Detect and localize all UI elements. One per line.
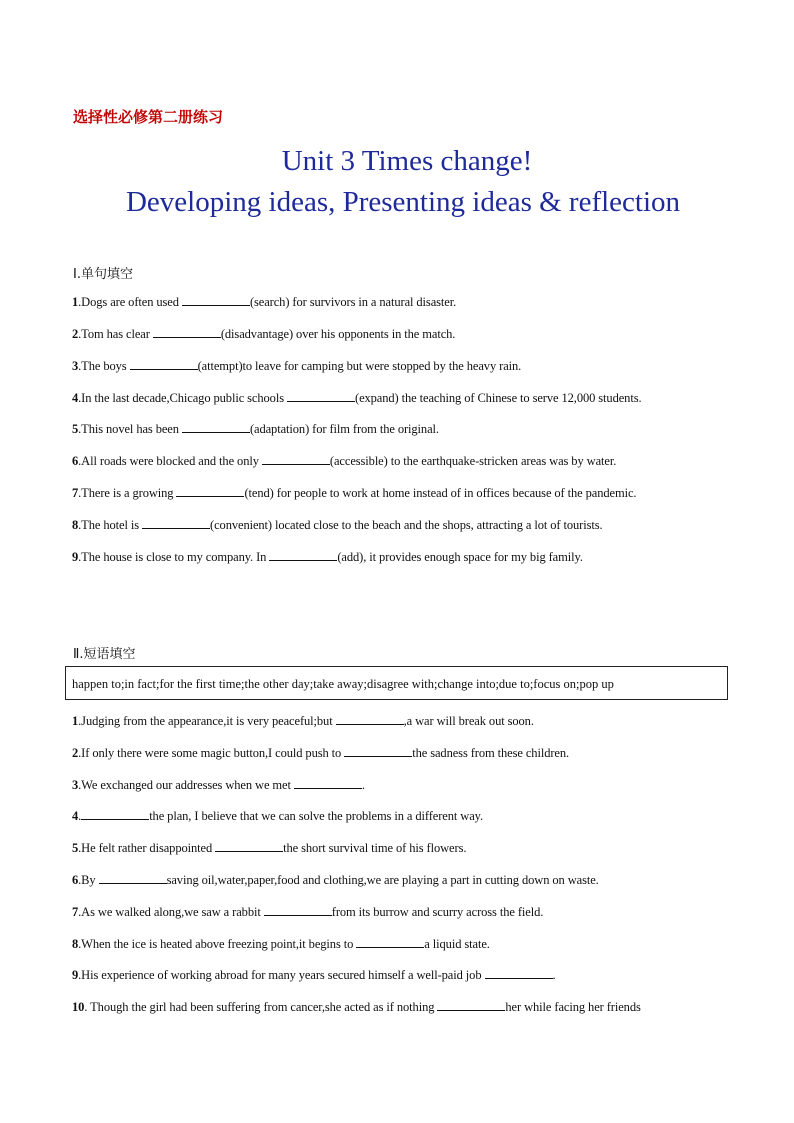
course-header: 选择性必修第二册练习 xyxy=(73,108,224,126)
answer-blank[interactable] xyxy=(153,326,221,338)
section1-heading: Ⅰ.单句填空 xyxy=(73,267,133,282)
question-text-before: . Though the girl had been suffering from cancer,she acted as if nothing xyxy=(84,1000,438,1014)
question-text-after: (expand) the teaching of Chinese to serve 12,000 students. xyxy=(355,391,642,405)
answer-blank[interactable] xyxy=(130,358,198,370)
question-text-before: .The hotel is xyxy=(78,518,143,532)
question-item xyxy=(72,549,583,565)
answer-blank[interactable] xyxy=(142,517,210,529)
question-text-before: .If only there were some magic button,I could push to xyxy=(78,746,345,760)
question-number: 1 xyxy=(72,714,79,728)
question-text-after: the short survival time of his flowers. xyxy=(283,841,467,855)
question-text-before: .Tom has clear xyxy=(78,327,153,341)
question-text-after: saving oil,water,paper,food and clothing,we are playing a part in cutting down on waste. xyxy=(166,873,599,887)
question-item xyxy=(72,390,642,406)
answer-blank[interactable] xyxy=(336,713,404,725)
answer-blank[interactable] xyxy=(182,294,250,306)
question-text-before: .When the ice is heated above freezing point,it begins to xyxy=(78,937,357,951)
question-number: 9 xyxy=(72,968,79,982)
question-item xyxy=(72,967,556,983)
question-text-before: .As we walked along,we saw a rabbit xyxy=(78,905,264,919)
question-text-after: (adaptation) for film from the original. xyxy=(249,422,439,436)
question-item xyxy=(72,745,569,761)
question-number: 6 xyxy=(72,873,79,887)
question-text-before: .There is a growing xyxy=(78,486,177,500)
question-text-before: .Judging from the appearance,it is very peaceful;but xyxy=(78,714,336,728)
question-text-after: (tend) for people to work at home instead of in offices because of the pandemic. xyxy=(244,486,637,500)
question-text-before: .We exchanged our addresses when we met xyxy=(78,778,294,792)
answer-blank[interactable] xyxy=(287,390,355,402)
question-number: 7 xyxy=(72,486,79,500)
question-text-after: (accessible) to the earthquake-stricken areas was by water. xyxy=(329,454,617,468)
question-number: 6 xyxy=(72,454,79,468)
unit-title: Unit 3 Times change! xyxy=(281,145,533,177)
question-number: 7 xyxy=(72,905,79,919)
question-number: 5 xyxy=(72,422,79,436)
question-item xyxy=(72,936,490,952)
question-item xyxy=(72,872,599,888)
section2-heading: Ⅱ.短语填空 xyxy=(73,647,136,662)
question-text-before: .All roads were blocked and the only xyxy=(78,454,262,468)
question-text-after: . xyxy=(361,778,365,792)
question-text-before: .His experience of working abroad for many years secured himself a well-paid job xyxy=(78,968,485,982)
question-text-after: ,a war will break out soon. xyxy=(403,714,534,728)
question-number: 1 xyxy=(72,295,79,309)
question-item xyxy=(72,517,603,533)
answer-blank[interactable] xyxy=(264,904,332,916)
question-text-after: (convenient) located close to the beach and the shops, attracting a lot of tourists. xyxy=(210,518,603,532)
question-item xyxy=(72,904,543,920)
answer-blank[interactable] xyxy=(269,549,337,561)
question-number: 10 xyxy=(72,1000,85,1014)
question-item xyxy=(72,840,466,856)
question-number: 2 xyxy=(72,746,79,760)
question-number: 8 xyxy=(72,937,79,951)
question-item xyxy=(72,326,455,342)
question-item xyxy=(72,485,636,501)
answer-blank[interactable] xyxy=(344,745,412,757)
question-text-before: .The house is close to my company. In xyxy=(78,550,270,564)
question-item xyxy=(72,999,641,1015)
question-item xyxy=(72,808,483,824)
question-text-after: . xyxy=(552,968,556,982)
answer-blank[interactable] xyxy=(81,808,149,820)
question-number: 9 xyxy=(72,550,79,564)
question-text-before: .Dogs are often used xyxy=(78,295,182,309)
answer-blank[interactable] xyxy=(356,936,424,948)
answer-blank[interactable] xyxy=(215,840,283,852)
question-item xyxy=(72,453,616,469)
answer-blank[interactable] xyxy=(99,872,167,884)
answer-blank[interactable] xyxy=(485,967,553,979)
question-number: 3 xyxy=(72,778,79,792)
question-text-before: .In the last decade,Chicago public schools xyxy=(78,391,287,405)
question-item xyxy=(72,358,521,374)
question-text-before: .The boys xyxy=(78,359,130,373)
question-text-after: the plan, I believe that we can solve the problems in a different way. xyxy=(149,809,484,823)
question-number: 4 xyxy=(72,391,79,405)
question-number: 4 xyxy=(72,809,79,823)
answer-blank[interactable] xyxy=(176,485,244,497)
answer-blank[interactable] xyxy=(294,777,362,789)
answer-blank[interactable] xyxy=(437,999,505,1011)
question-number: 3 xyxy=(72,359,79,373)
question-text-after: a liquid state. xyxy=(424,937,490,951)
word-bank-box: happen to;in fact;for the first time;the other day;take away;disagree with;change into;due to;focus on;pop up xyxy=(65,666,728,700)
question-text-after: from its burrow and scurry across the field. xyxy=(331,905,544,919)
question-text-before: .He felt rather disappointed xyxy=(78,841,216,855)
question-text-after: her while facing her friends xyxy=(505,1000,641,1014)
question-item xyxy=(72,713,534,729)
question-text-after: the sadness from these children. xyxy=(412,746,570,760)
question-item xyxy=(72,777,365,793)
question-text-after: (disadvantage) over his opponents in the match. xyxy=(220,327,456,341)
question-text-before: . xyxy=(78,809,82,823)
question-text-after: (add), it provides enough space for my big family. xyxy=(337,550,583,564)
question-item xyxy=(72,421,439,437)
question-number: 5 xyxy=(72,841,79,855)
answer-blank[interactable] xyxy=(262,453,330,465)
question-text-before: .By xyxy=(78,873,99,887)
lesson-subtitle: Developing ideas, Presenting ideas & reflection xyxy=(125,186,681,218)
question-item xyxy=(72,294,456,310)
question-number: 8 xyxy=(72,518,79,532)
question-text-after: (attempt)to leave for camping but were stopped by the heavy rain. xyxy=(197,359,522,373)
question-number: 2 xyxy=(72,327,79,341)
answer-blank[interactable] xyxy=(182,421,250,433)
question-text-after: (search) for survivors in a natural disaster. xyxy=(249,295,457,309)
question-text-before: .This novel has been xyxy=(78,422,182,436)
